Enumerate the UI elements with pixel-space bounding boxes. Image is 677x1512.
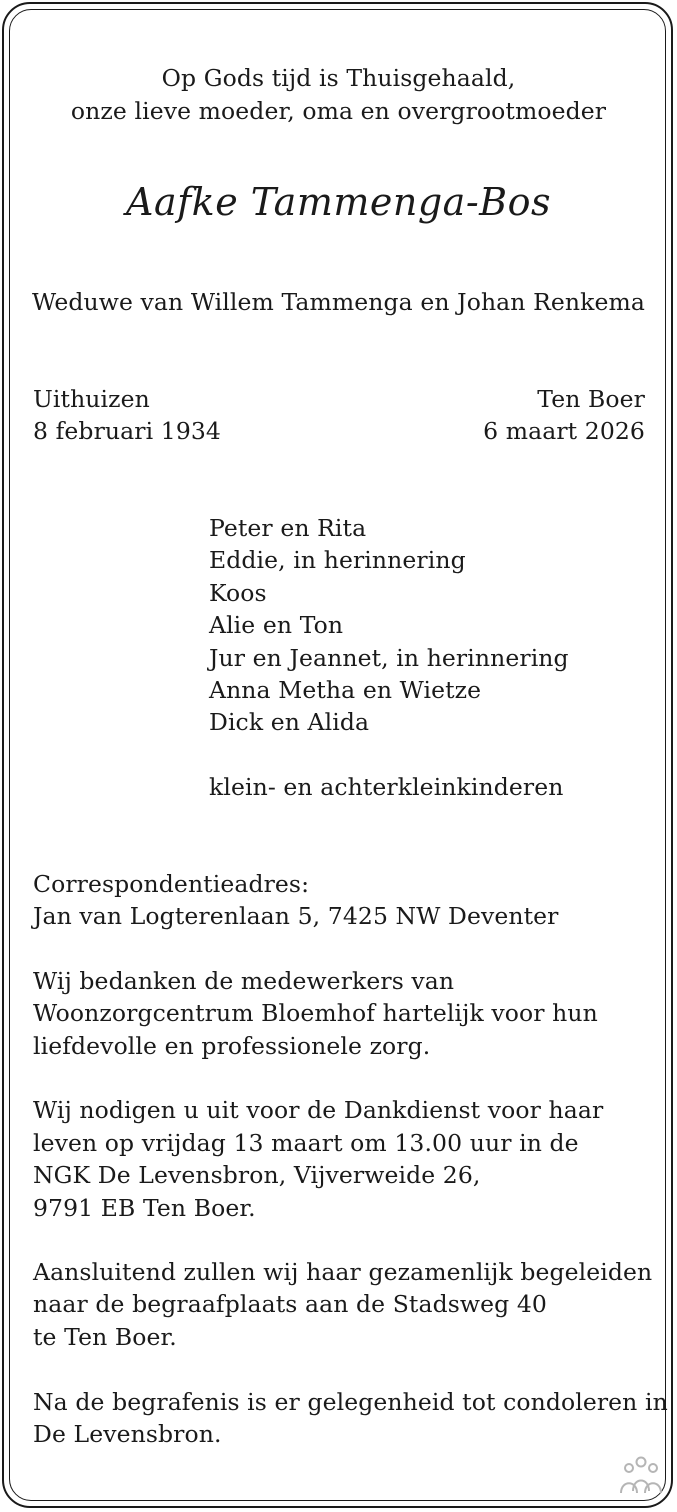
- service-line: Wij nodigen u uit voor de Dankdienst voor haar: [33, 1096, 604, 1124]
- burial-line: te Ten Boer.: [33, 1323, 177, 1351]
- condolence-line: De Levensbron.: [33, 1420, 222, 1448]
- family-member: Anna Metha en Wietze: [209, 676, 482, 704]
- thanks-line: Wij bedanken de medewerkers van: [33, 967, 455, 995]
- correspondence-address: Jan van Logterenlaan 5, 7425 NW Deventer: [33, 902, 559, 930]
- family-member: Alie en Ton: [209, 611, 344, 639]
- people-group-icon: [617, 1455, 665, 1499]
- family-member: Koos: [209, 579, 267, 607]
- service-line: NGK De Levensbron, Vijverweide 26,: [33, 1161, 481, 1189]
- heading-line-1: Op Gods tijd is Thuisgehaald,: [161, 64, 516, 92]
- widow-of-text: Weduwe van Willem Tammenga en Johan Renkema: [32, 288, 645, 316]
- heading-line-2: onze lieve moeder, oma en overgrootmoeder: [70, 97, 607, 125]
- correspondence-label: Correspondentieadres:: [33, 870, 310, 898]
- birth-date: 8 februari 1934: [33, 417, 221, 445]
- grandchildren-text: klein- en achterkleinkinderen: [209, 773, 564, 801]
- death-date: 6 maart 2026: [483, 417, 645, 445]
- burial-line: naar de begraafplaats aan de Stadsweg 40: [33, 1290, 547, 1318]
- burial-line: Aansluitend zullen wij haar gezamenlijk begeleiden: [33, 1258, 653, 1286]
- family-member: Eddie, in herinnering: [209, 546, 466, 574]
- birth-place: Uithuizen: [33, 385, 150, 413]
- family-member: Peter en Rita: [209, 514, 367, 542]
- death-place: Ten Boer: [537, 385, 645, 413]
- thanks-line: Woonzorgcentrum Bloemhof hartelijk voor hun: [33, 999, 598, 1027]
- condolence-line: Na de begrafenis is er gelegenheid tot condoleren in: [33, 1388, 668, 1416]
- deceased-name: Aafke Tammenga-Bos: [126, 180, 551, 224]
- service-line: leven op vrijdag 13 maart om 13.00 uur in de: [33, 1129, 579, 1157]
- family-member: Jur en Jeannet, in herinnering: [209, 644, 569, 672]
- service-line: 9791 EB Ten Boer.: [33, 1194, 256, 1222]
- thanks-line: liefdevolle en professionele zorg.: [33, 1032, 431, 1060]
- family-member: Dick en Alida: [209, 708, 370, 736]
